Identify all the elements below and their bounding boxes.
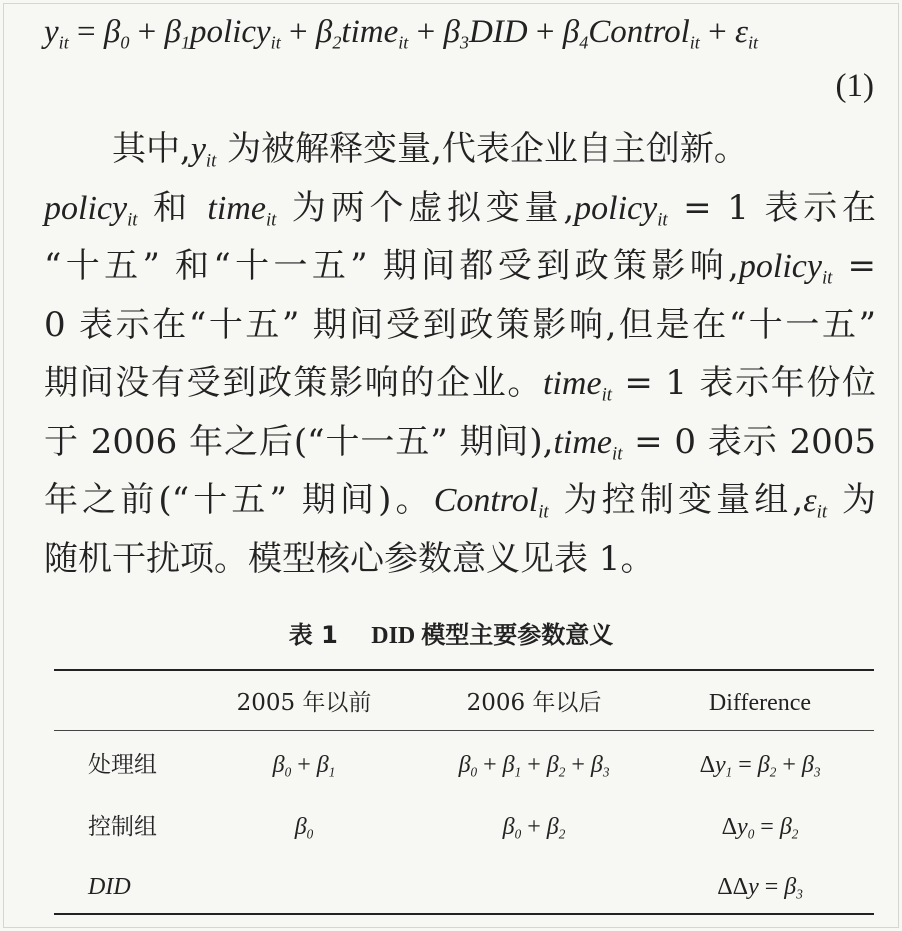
- math-variable: [543, 365, 612, 406]
- paragraph-line: [44, 237, 876, 296]
- delta: ΔΔ: [717, 874, 749, 900]
- subscript: 1: [514, 764, 522, 780]
- subscript: 2: [769, 764, 777, 780]
- text-run: +: [527, 814, 541, 840]
- table-header-rule: [54, 730, 874, 731]
- text-run: +: [571, 752, 585, 778]
- table-cell-difference: [662, 872, 858, 902]
- text-run: “十五” 和“十一五” 期间都受到政策影响,: [44, 246, 739, 286]
- paragraph-line: [44, 471, 876, 530]
- math-variable: [553, 423, 623, 465]
- text-run: 年之前(“十五” 期间)。: [44, 480, 434, 520]
- subscript: 2: [558, 764, 566, 780]
- text-run: 为两个虚拟变量,: [276, 187, 575, 228]
- math-symbol: [503, 752, 522, 778]
- text-run: =: [68, 14, 104, 50]
- text-run: 0 表示在“十五” 期间受到政策影响,但是在“十一五”: [44, 304, 876, 345]
- text-run: +: [408, 14, 444, 50]
- subscript: it: [816, 501, 828, 523]
- table-caption-text: DID 模型主要参数意义: [371, 623, 614, 649]
- subscript: 2: [791, 826, 799, 842]
- math-symbol: [780, 814, 799, 840]
- subscript: it: [270, 32, 281, 53]
- subscript: 0: [120, 32, 130, 53]
- math-symbol: [717, 874, 759, 900]
- text-run: = 0 表示 2005: [622, 421, 876, 462]
- math-base: ε: [803, 482, 817, 519]
- text-run: +: [129, 14, 165, 50]
- math-base: β: [779, 814, 792, 840]
- math-base: β: [546, 814, 559, 840]
- text-run: +: [280, 14, 316, 50]
- subscript: it: [205, 150, 217, 172]
- text-run: DID: [468, 14, 528, 50]
- math-symbol: [784, 874, 803, 900]
- subscript: 2: [558, 826, 566, 842]
- math-symbol: [295, 814, 314, 840]
- table-cell-after: [412, 812, 656, 842]
- table-cell-difference: [662, 812, 858, 842]
- math-symbol: [459, 752, 478, 778]
- delta: Δ: [699, 752, 715, 778]
- subscript: it: [601, 384, 612, 406]
- subscript: it: [747, 32, 759, 53]
- subscript: it: [398, 32, 409, 53]
- paragraph-line: [44, 179, 876, 238]
- table-bottom-rule: [54, 913, 874, 915]
- subscript: it: [689, 32, 700, 53]
- text-run: β: [103, 14, 121, 50]
- subscript: it: [58, 32, 69, 53]
- text-run: y: [44, 14, 59, 50]
- text-run: 随机干扰项。模型核心参数意义见表 1。: [44, 538, 655, 579]
- math-base: time: [207, 189, 266, 227]
- paragraph-line: [44, 354, 876, 413]
- text-run: +: [483, 752, 497, 778]
- math-variable: [44, 189, 138, 231]
- math-base: y: [715, 752, 726, 778]
- text-run: +: [527, 752, 541, 778]
- subscript: 0: [514, 826, 522, 842]
- paragraph-line: [44, 530, 876, 589]
- table-top-rule: [54, 669, 874, 671]
- table-cell-before: [218, 812, 390, 842]
- text-run: = 1 表示在: [667, 187, 876, 228]
- subscript: it: [127, 209, 138, 231]
- math-symbol: [700, 752, 733, 778]
- text-run: β: [164, 14, 181, 50]
- subscript: it: [612, 443, 623, 465]
- table-row-label: 控制组: [88, 814, 157, 840]
- table-caption: [0, 620, 902, 651]
- math-base: β: [784, 874, 797, 900]
- subscript: 2: [332, 32, 342, 53]
- text-run: +: [297, 752, 311, 778]
- text-run: =: [760, 814, 774, 840]
- paragraph-line: [44, 296, 876, 355]
- table-cell-after: [412, 750, 656, 780]
- subscript: 3: [459, 32, 469, 53]
- subscript: 0: [284, 764, 292, 780]
- text-run: =: [738, 752, 752, 778]
- subscript: it: [657, 209, 668, 231]
- subscript: it: [538, 501, 549, 523]
- text-run: 和: [137, 187, 208, 228]
- math-base: policy: [574, 189, 658, 227]
- math-base: β: [590, 752, 603, 778]
- table-cell-difference: [662, 750, 858, 780]
- text-run: =: [832, 246, 877, 286]
- math-variable: [803, 482, 828, 523]
- subscript: 1: [725, 764, 733, 780]
- text-run: ε: [734, 14, 748, 50]
- subscript: 0: [470, 764, 478, 780]
- subscript: 3: [813, 764, 821, 780]
- table-row-label: DID: [88, 874, 131, 900]
- text-run: policy: [190, 14, 271, 50]
- math-base: y: [190, 131, 206, 168]
- math-symbol: [273, 752, 292, 778]
- paragraph-line: [44, 120, 876, 179]
- text-run: 为被解释变量,代表企业自主创新。: [216, 129, 748, 169]
- subscript: 1: [180, 32, 191, 53]
- subscript: 3: [796, 886, 803, 902]
- text-run: =: [764, 874, 779, 900]
- text-run: β: [443, 14, 460, 50]
- math-variable: [574, 189, 668, 231]
- math-variable: [207, 189, 277, 231]
- table-cell-before: [218, 750, 390, 780]
- table-header-after: 2006 年以后: [466, 690, 602, 716]
- math-base: time: [553, 423, 612, 461]
- math-base: policy: [738, 248, 822, 285]
- math-symbol: [547, 752, 566, 778]
- subscript: 3: [602, 764, 610, 780]
- math-base: β: [502, 814, 515, 840]
- math-base: y: [737, 814, 748, 840]
- subscript: it: [265, 209, 277, 231]
- math-base: β: [272, 752, 285, 778]
- subscript: 1: [328, 764, 336, 780]
- subscript: it: [821, 267, 833, 289]
- table-row-label: 处理组: [88, 752, 157, 778]
- math-base: β: [502, 752, 515, 778]
- table-header-difference: Difference: [708, 690, 812, 716]
- math-symbol: [591, 752, 610, 778]
- text-run: 期间没有受到政策影响的企业。: [44, 363, 544, 403]
- text-run: +: [699, 14, 735, 50]
- text-run: = 1 表示年份位: [611, 363, 877, 403]
- table-caption-label: 表 1: [288, 621, 338, 649]
- math-base: time: [543, 365, 602, 402]
- math-symbol: [722, 814, 755, 840]
- math-base: β: [458, 752, 471, 778]
- text-run: 其中,: [112, 129, 191, 169]
- math-base: β: [546, 752, 559, 778]
- math-base: policy: [44, 189, 128, 227]
- math-base: β: [801, 752, 814, 778]
- math-symbol: [802, 752, 821, 778]
- text-run: β: [315, 14, 333, 50]
- delta: Δ: [721, 814, 738, 840]
- text-run: 为: [827, 480, 876, 520]
- math-variable: [738, 248, 833, 289]
- math-base: β: [316, 752, 329, 778]
- math-symbol: [317, 752, 336, 778]
- math-symbol: [758, 752, 777, 778]
- text-run: 为控制变量组,: [548, 480, 804, 520]
- paragraph-line: [44, 413, 876, 472]
- text-run: Control: [588, 14, 690, 50]
- text-run: time: [341, 14, 399, 50]
- math-base: β: [757, 752, 770, 778]
- text-run: +: [527, 14, 563, 50]
- text-run: +: [782, 752, 796, 778]
- body-paragraph: [44, 120, 876, 588]
- subscript: 0: [306, 826, 314, 842]
- math-base: β: [294, 814, 307, 840]
- regression-equation: [44, 12, 874, 52]
- table-header-before: 2005 年以前: [236, 690, 372, 716]
- equation-number: (1): [835, 68, 874, 104]
- math-base: Control: [433, 482, 539, 519]
- text-run: β: [562, 14, 580, 50]
- math-base: y: [748, 874, 759, 900]
- text-run: 于 2006 年之后(“十一五” 期间),: [44, 421, 554, 462]
- math-variable: [433, 482, 549, 523]
- math-variable: [190, 131, 217, 172]
- math-symbol: [547, 814, 566, 840]
- subscript: 0: [747, 826, 755, 842]
- math-symbol: [503, 814, 522, 840]
- subscript: 4: [579, 32, 589, 53]
